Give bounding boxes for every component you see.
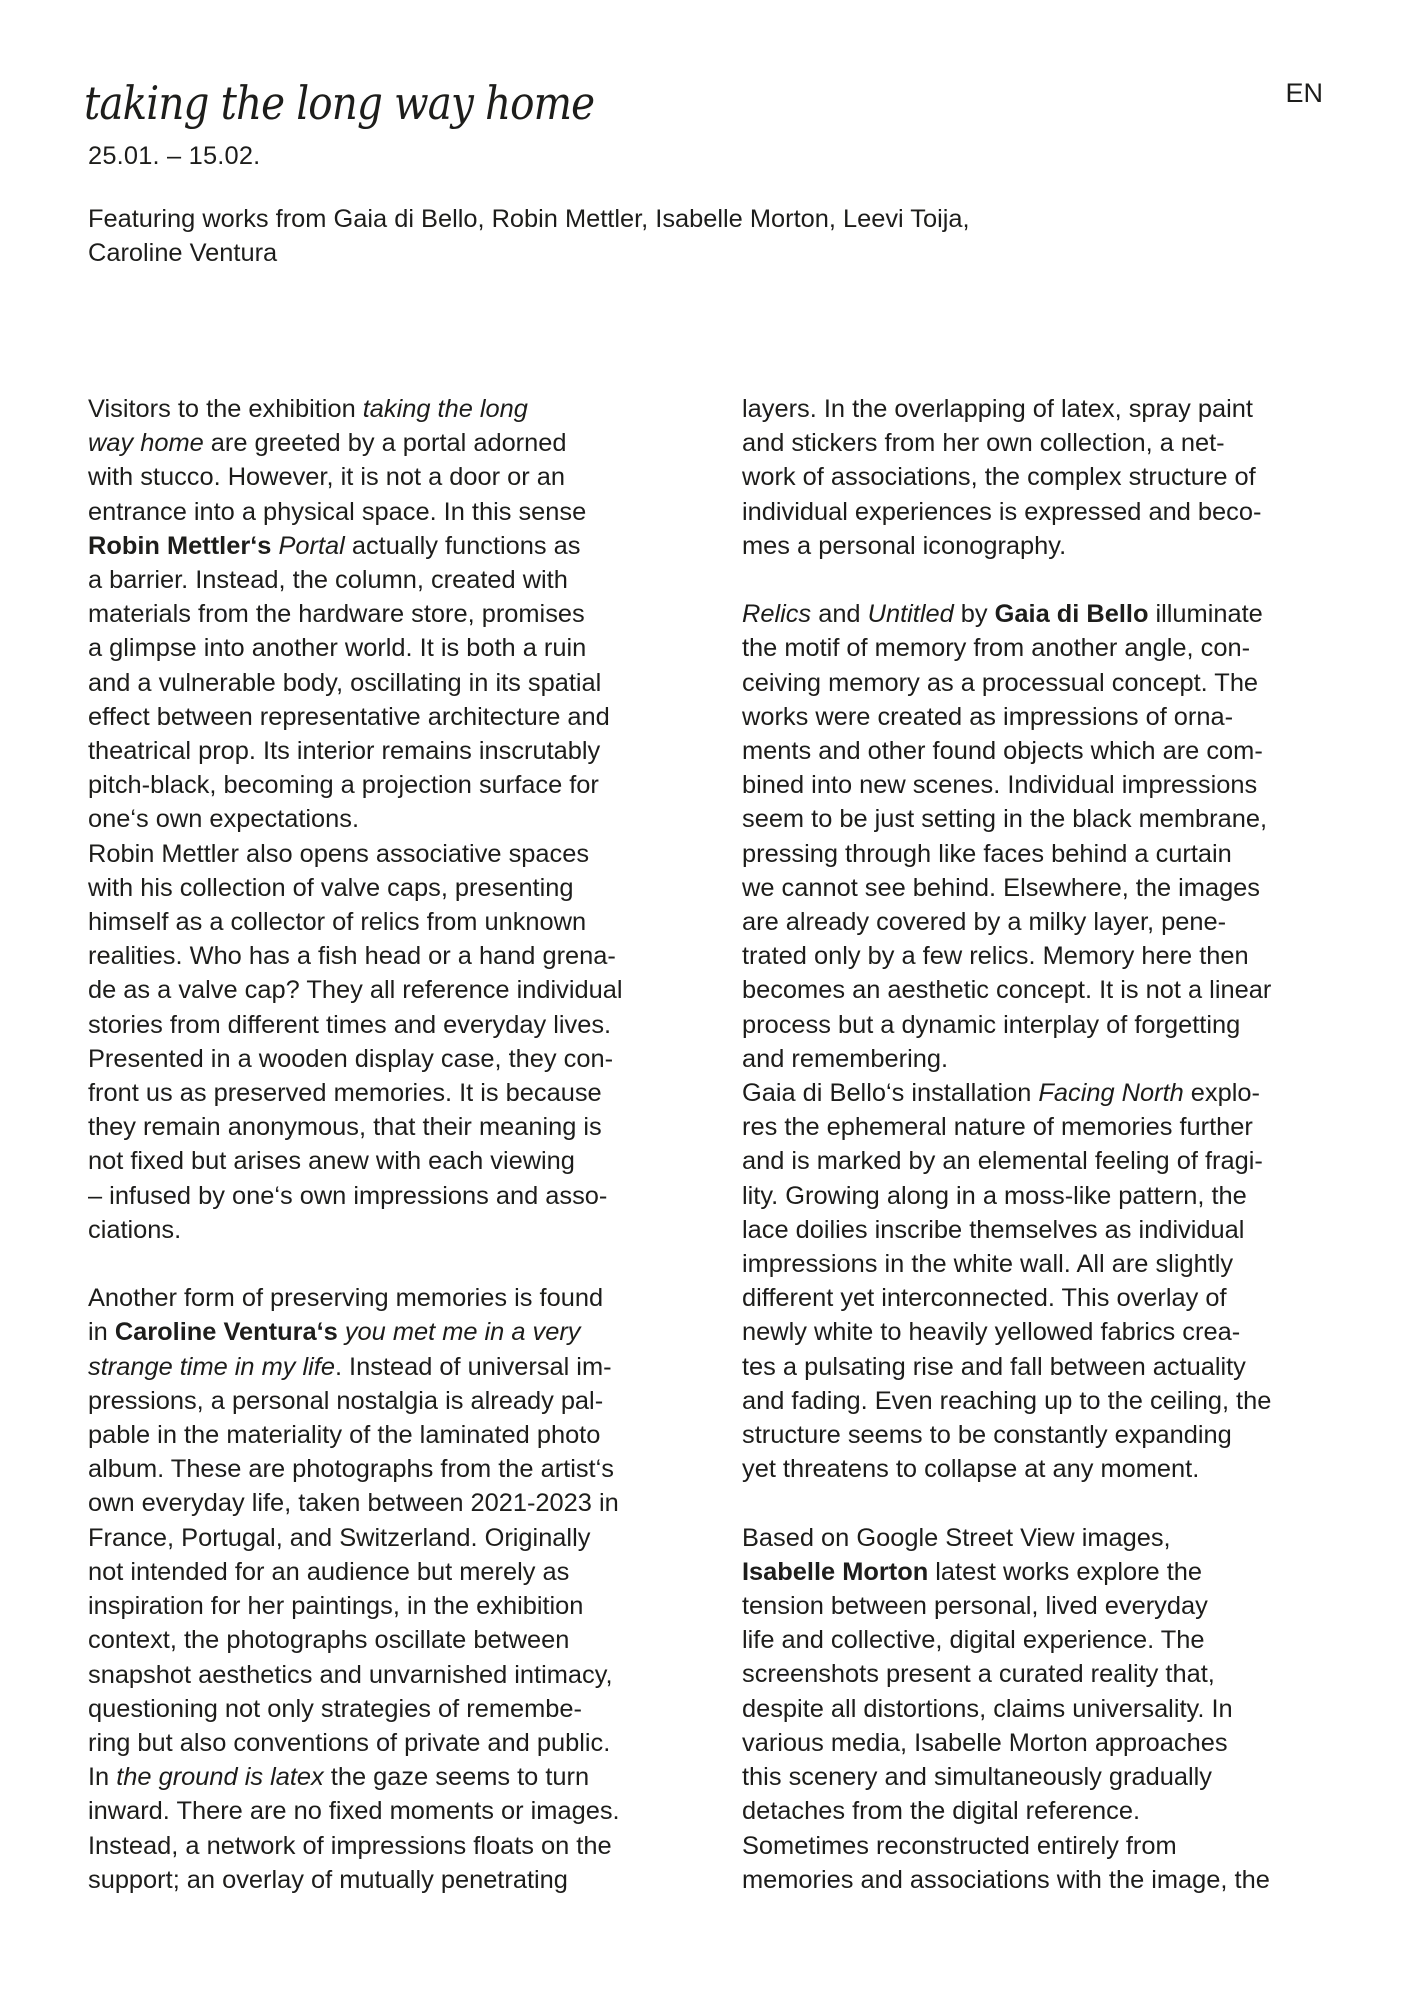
text-segment: ments and other found objects which are com- (742, 737, 1263, 766)
text-line (88, 1213, 728, 1247)
text-line (88, 1042, 728, 1076)
text-segment: you met me in a very (344, 1318, 581, 1347)
text-segment: by (953, 600, 995, 629)
text-line (742, 495, 1392, 529)
text-segment: realities. Who has a fish head or a hand grena- (88, 942, 616, 971)
text-segment: Visitors to the exhibition (88, 395, 363, 423)
text-segment: with his collection of valve caps, presenting (88, 873, 574, 902)
text-line (742, 1179, 1392, 1213)
text-line (742, 1863, 1392, 1897)
text-line (88, 529, 728, 563)
text-line (88, 666, 728, 700)
text-line (88, 1350, 728, 1384)
text-segment: effect between representative architecture and (88, 702, 610, 731)
text-line (88, 495, 728, 529)
text-line (742, 1213, 1392, 1247)
text-segment: Presented in a wooden display case, they con- (88, 1044, 614, 1073)
text-segment: Relics (742, 600, 812, 629)
text-segment: with stucco. However, it is not a door or an (88, 463, 566, 492)
text-segment: entrance into a physical space. In this sense (88, 497, 587, 526)
text-line (742, 426, 1392, 460)
text-segment: a glimpse into another world. It is both a ruin (88, 634, 587, 663)
text-line (742, 734, 1392, 768)
text-line (88, 1418, 728, 1452)
text-line (742, 1076, 1392, 1110)
exhibition-title: taking the long way home (84, 76, 595, 130)
text-line (742, 802, 1392, 836)
text-line (88, 1794, 728, 1828)
text-segment: Gaia di Bello‘s installation (742, 1079, 1039, 1108)
text-line (742, 529, 1392, 563)
text-segment: a barrier. Instead, the column, created with (88, 566, 568, 595)
text-line (742, 871, 1392, 905)
text-line (88, 1623, 728, 1657)
text-segment: work of associations, the complex structure of (742, 463, 1256, 492)
text-line (88, 460, 728, 494)
text-line (742, 1555, 1392, 1589)
text-segment: lace doilies inscribe themselves as individual (742, 1215, 1245, 1244)
text-line (742, 1521, 1392, 1555)
paragraph (742, 597, 1392, 1486)
text-line (88, 905, 728, 939)
text-line (742, 1350, 1392, 1384)
text-line (742, 1418, 1392, 1452)
text-segment: – infused by one‘s own impressions and asso- (88, 1181, 608, 1210)
text-segment: Robin Mettler‘s (88, 531, 272, 560)
paragraph-gap (88, 1247, 728, 1281)
text-line (742, 1452, 1392, 1486)
text-line (742, 1384, 1392, 1418)
text-line (88, 1555, 728, 1589)
text-segment: despite all distortions, claims universality. In (742, 1694, 1233, 1723)
text-line (88, 973, 728, 1007)
text-segment: lity. Growing along in a moss-like pattern, the (742, 1181, 1247, 1210)
paragraph-gap (742, 563, 1392, 597)
text-line (88, 1076, 728, 1110)
text-line (88, 1008, 728, 1042)
text-segment: bined into new scenes. Individual impressions (742, 771, 1258, 800)
text-line (88, 1452, 728, 1486)
text-segment: structure seems to be constantly expanding (742, 1421, 1232, 1450)
text-segment: are already covered by a milky layer, pene- (742, 908, 1227, 937)
text-line (742, 700, 1392, 734)
text-segment: Gaia di Bello (994, 600, 1149, 629)
text-line (88, 392, 728, 426)
text-segment: and remembering. (742, 1044, 949, 1073)
text-segment: ciations. (88, 1215, 182, 1244)
text-line (742, 1247, 1392, 1281)
text-segment: strange time in my life (88, 1352, 335, 1381)
text-segment: In (88, 1763, 117, 1792)
text-column-left (88, 392, 728, 1897)
text-line (742, 1281, 1392, 1315)
text-line (742, 1042, 1392, 1076)
text-line (742, 631, 1392, 665)
featuring-artists (88, 202, 970, 270)
text-segment: pressions, a personal nostalgia is already pal- (88, 1386, 604, 1415)
text-segment: ceiving memory as a processual concept. The (742, 668, 1259, 697)
text-segment: own everyday life, taken between 2021-2023 in (88, 1489, 619, 1518)
text-line (742, 837, 1392, 871)
text-segment: and fading. Even reaching up to the ceiling, the (742, 1386, 1272, 1415)
text-line (88, 1110, 728, 1144)
text-segment: the gaze seems to turn (323, 1763, 590, 1792)
paragraph-gap (742, 1486, 1392, 1520)
text-segment: context, the photographs oscillate between (88, 1626, 570, 1655)
text-line (742, 1623, 1392, 1657)
text-line (88, 1486, 728, 1520)
text-segment: latest works explore the (928, 1557, 1203, 1586)
text-segment: and is marked by an elemental feeling of fragi- (742, 1147, 1263, 1176)
text-line (742, 939, 1392, 973)
text-segment: in (88, 1318, 115, 1347)
text-line (88, 1863, 728, 1897)
text-segment: pressing through like faces behind a curtain (742, 839, 1232, 868)
text-line (88, 1281, 728, 1315)
text-line (88, 1179, 728, 1213)
text-line (88, 939, 728, 973)
text-segment: illuminate (1148, 600, 1263, 629)
text-line (88, 1384, 728, 1418)
text-line (742, 1726, 1392, 1760)
text-line (88, 1726, 728, 1760)
text-line (88, 1829, 728, 1863)
exhibition-dates: 25.01. – 15.02. (88, 142, 261, 170)
text-line (88, 768, 728, 802)
text-segment: and stickers from her own collection, a net- (742, 429, 1225, 458)
text-line (88, 700, 728, 734)
text-line (88, 871, 728, 905)
text-segment: himself as a collector of relics from unknown (88, 908, 587, 937)
text-segment: theatrical prop. Its interior remains inscrutably (88, 737, 601, 766)
text-segment: seem to be just setting in the black membrane, (742, 805, 1268, 834)
text-line (88, 631, 728, 665)
text-segment: Facing North (1038, 1079, 1184, 1108)
text-line (88, 1521, 728, 1555)
text-segment: they remain anonymous, that their meaning is (88, 1113, 602, 1142)
text-line (88, 837, 728, 871)
text-line (742, 1110, 1392, 1144)
text-line (742, 666, 1392, 700)
text-segment: France, Portugal, and Switzerland. Originally (88, 1523, 591, 1552)
text-segment: not fixed but arises anew with each viewing (88, 1147, 575, 1176)
text-segment: res the ephemeral nature of memories further (742, 1113, 1253, 1142)
text-segment: tes a pulsating rise and fall between actuality (742, 1352, 1246, 1381)
text-segment: yet threatens to collapse at any moment. (742, 1455, 1200, 1484)
text-segment: Robin Mettler also opens associative spaces (88, 839, 590, 868)
text-segment: memories and associations with the image, the (742, 1865, 1270, 1894)
text-segment: one‘s own expectations. (88, 805, 360, 834)
text-line (88, 1144, 728, 1178)
text-segment: front us as preserved memories. It is because (88, 1079, 602, 1108)
text-segment: actually functions as (344, 531, 581, 560)
text-segment (338, 1318, 345, 1346)
text-segment: Caroline Ventura‘s (114, 1318, 338, 1347)
text-segment: Portal (278, 531, 345, 560)
text-line (742, 1829, 1392, 1863)
text-segment: this scenery and simultaneously gradually (742, 1763, 1212, 1792)
text-segment: process but a dynamic interplay of forgetting (742, 1010, 1241, 1039)
text-line (88, 563, 728, 597)
text-segment: pable in the materiality of the laminated photo (88, 1421, 601, 1450)
text-segment: we cannot see behind. Elsewhere, the images (742, 873, 1261, 902)
text-line (88, 1315, 728, 1349)
text-segment: . Instead of universal im- (334, 1352, 612, 1381)
text-line (742, 905, 1392, 939)
text-segment: and (811, 600, 868, 629)
text-segment: Instead, a network of impressions floats on the (88, 1831, 612, 1860)
text-segment: mes a personal iconography. (742, 531, 1067, 560)
text-segment: explo- (1183, 1079, 1260, 1108)
text-line (742, 1760, 1392, 1794)
text-segment: layers. In the overlapping of latex, spray paint (742, 395, 1253, 423)
text-segment: materials from the hardware store, promises (88, 600, 585, 629)
text-segment: ring but also conventions of private and public. (88, 1728, 611, 1757)
text-segment: trated only by a few relics. Memory here then (742, 942, 1249, 971)
paragraph (742, 1521, 1392, 1897)
text-line (742, 460, 1392, 494)
text-line (742, 1692, 1392, 1726)
paragraph (88, 1281, 728, 1897)
text-line (742, 973, 1392, 1007)
text-segment: pitch-black, becoming a projection surface for (88, 771, 599, 800)
text-segment: individual experiences is expressed and beco- (742, 497, 1262, 526)
text-segment: inspiration for her paintings, in the exhibition (88, 1592, 584, 1621)
text-segment: de as a valve cap? They all reference individual (88, 976, 623, 1005)
text-segment: questioning not only strategies of remembe- (88, 1694, 582, 1723)
text-line (742, 768, 1392, 802)
text-segment: and a vulnerable body, oscillating in its spatial (88, 668, 602, 697)
text-segment: not intended for an audience but merely as (88, 1557, 570, 1586)
text-line (742, 1589, 1392, 1623)
text-line (88, 1589, 728, 1623)
text-line (742, 1008, 1392, 1042)
text-line (88, 1760, 728, 1794)
featuring-line: Featuring works from Gaia di Bello, Robin Mettler, Isabelle Morton, Leevi Toija, (88, 205, 970, 233)
text-segment: way home (88, 429, 204, 458)
text-line (88, 1658, 728, 1692)
text-segment: life and collective, digital experience. The (742, 1626, 1205, 1655)
text-segment: album. These are photographs from the artist‘s (88, 1455, 614, 1484)
text-segment: stories from different times and everyday lives. (88, 1010, 612, 1039)
text-segment: the ground is latex (116, 1763, 324, 1792)
text-line (88, 802, 728, 836)
text-segment: tension between personal, lived everyday (742, 1592, 1208, 1621)
text-segment: newly white to heavily yellowed fabrics crea- (742, 1318, 1241, 1347)
text-segment: Another form of preserving memories is found (88, 1284, 604, 1313)
paragraph (742, 392, 1392, 563)
text-line (742, 392, 1392, 426)
text-line (742, 597, 1392, 631)
text-column-right (742, 392, 1392, 1897)
text-line (88, 597, 728, 631)
text-line (742, 1657, 1392, 1691)
text-segment: the motif of memory from another angle, con- (742, 634, 1251, 663)
text-line (742, 1794, 1392, 1828)
text-segment: Sometimes reconstructed entirely from (742, 1831, 1177, 1860)
text-segment: different yet interconnected. This overlay of (742, 1284, 1227, 1313)
text-line (742, 1315, 1392, 1349)
text-segment: becomes an aesthetic concept. It is not a linear (742, 976, 1272, 1005)
text-segment: impressions in the white wall. All are slightly (742, 1250, 1234, 1279)
text-segment: screenshots present a curated reality that, (742, 1660, 1215, 1689)
text-segment: snapshot aesthetics and unvarnished intimacy, (88, 1660, 613, 1689)
text-segment: Isabelle Morton (742, 1557, 929, 1586)
text-segment: inward. There are no fixed moments or images. (88, 1797, 620, 1826)
paragraph (88, 392, 728, 1247)
text-line (88, 734, 728, 768)
text-segment: Based on Google Street View images, (742, 1523, 1171, 1552)
text-line (88, 426, 728, 460)
language-label: EN (1285, 78, 1323, 108)
text-segment: various media, Isabelle Morton approaches (742, 1728, 1228, 1757)
text-line (88, 1692, 728, 1726)
text-segment: are greeted by a portal adorned (203, 429, 567, 458)
text-segment: support; an overlay of mutually penetrating (88, 1865, 568, 1894)
text-line (742, 1144, 1392, 1178)
text-segment: detaches from the digital reference. (742, 1797, 1141, 1826)
text-segment: works were created as impressions of orna- (742, 702, 1234, 731)
text-segment: Untitled (867, 600, 954, 629)
text-segment: taking the long (362, 395, 528, 423)
featuring-line: Caroline Ventura (88, 239, 278, 268)
